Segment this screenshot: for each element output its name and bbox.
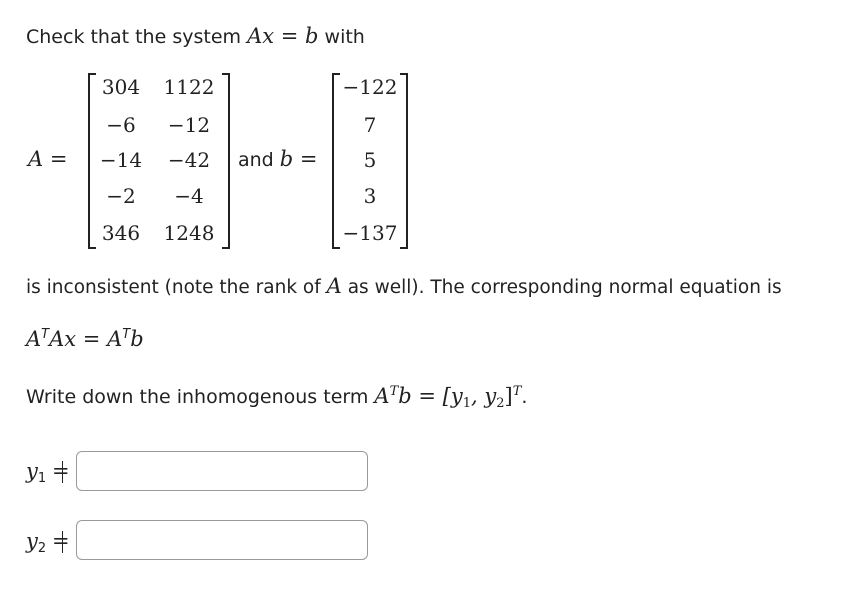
inconsistency-statement — [26, 274, 782, 300]
y1-input[interactable] — [76, 451, 368, 491]
matrix-a-label: A = — [28, 147, 68, 171]
normal-eq-lhs-sup: T — [41, 327, 50, 342]
task-a: A — [374, 384, 390, 408]
task-close-sup: T — [512, 384, 522, 399]
and-text: and — [238, 149, 274, 171]
task-sub2: 2 — [496, 396, 505, 411]
vector-b-cell: 3 — [363, 184, 377, 208]
answer-y2-sub: 2 — [37, 541, 47, 556]
normal-eq-rhs-sup: T — [122, 327, 131, 342]
statement-before: is inconsistent (note the rank of — [26, 277, 321, 298]
task-close: ] — [504, 384, 513, 408]
task-math — [374, 384, 522, 411]
matrix-a-cell: 1122 — [163, 75, 215, 99]
task-a-sup: T — [389, 384, 399, 399]
answer-y1-label — [26, 459, 47, 486]
and-b-label — [238, 147, 318, 172]
task-line — [26, 384, 527, 409]
matrix-a-cell: −2 — [106, 184, 136, 208]
statement-after: as well). The corresponding normal equation is — [347, 277, 782, 298]
matrix-a-cell: −6 — [106, 113, 136, 137]
answer-y2-label — [26, 529, 47, 556]
task-prefix: Write down the inhomogenous term — [26, 386, 369, 408]
normal-eq-lhs-rest: Ax = A — [49, 327, 123, 351]
intro-line — [26, 24, 365, 49]
matrix-a-cell: 346 — [101, 221, 141, 245]
matrix-a-cell: −4 — [174, 184, 204, 208]
matrix-a-left-bracket — [88, 73, 96, 249]
answer-y1-var: y — [26, 459, 38, 483]
intro-suffix: with — [324, 26, 365, 48]
matrix-a-cell: 1248 — [163, 221, 215, 245]
matrix-a-cell: 304 — [101, 75, 141, 99]
task-end: . — [521, 386, 528, 408]
vector-b-cell: 7 — [363, 113, 377, 137]
task-mid: b = [y — [398, 384, 463, 408]
vector-b-cell: −122 — [342, 75, 398, 99]
matrix-a-cell: −12 — [167, 113, 211, 137]
intro-system-equation: Ax = b — [247, 24, 319, 48]
answer-y1-equals: = — [52, 459, 70, 483]
matrix-a-cell: −42 — [167, 148, 211, 172]
answer-y2-var: y — [26, 529, 38, 553]
answer-y2-equals: = — [52, 529, 70, 553]
matrix-a-right-bracket — [222, 73, 230, 249]
normal-eq-rhs-rest: b — [130, 327, 144, 351]
b-equals: b = — [279, 147, 318, 171]
vector-b-cell: 5 — [363, 148, 377, 172]
task-comma: , y — [471, 384, 497, 408]
task-sub1: 1 — [462, 396, 471, 411]
answer-y1-sub: 1 — [37, 471, 47, 486]
normal-eq-lhs-base: A — [26, 327, 42, 351]
vector-b-cell: −137 — [342, 221, 398, 245]
statement-var: A — [326, 274, 342, 298]
y2-input[interactable] — [76, 520, 368, 560]
normal-equation — [26, 327, 144, 351]
matrix-a-cell: −14 — [99, 148, 143, 172]
intro-prefix: Check that the system — [26, 26, 242, 48]
